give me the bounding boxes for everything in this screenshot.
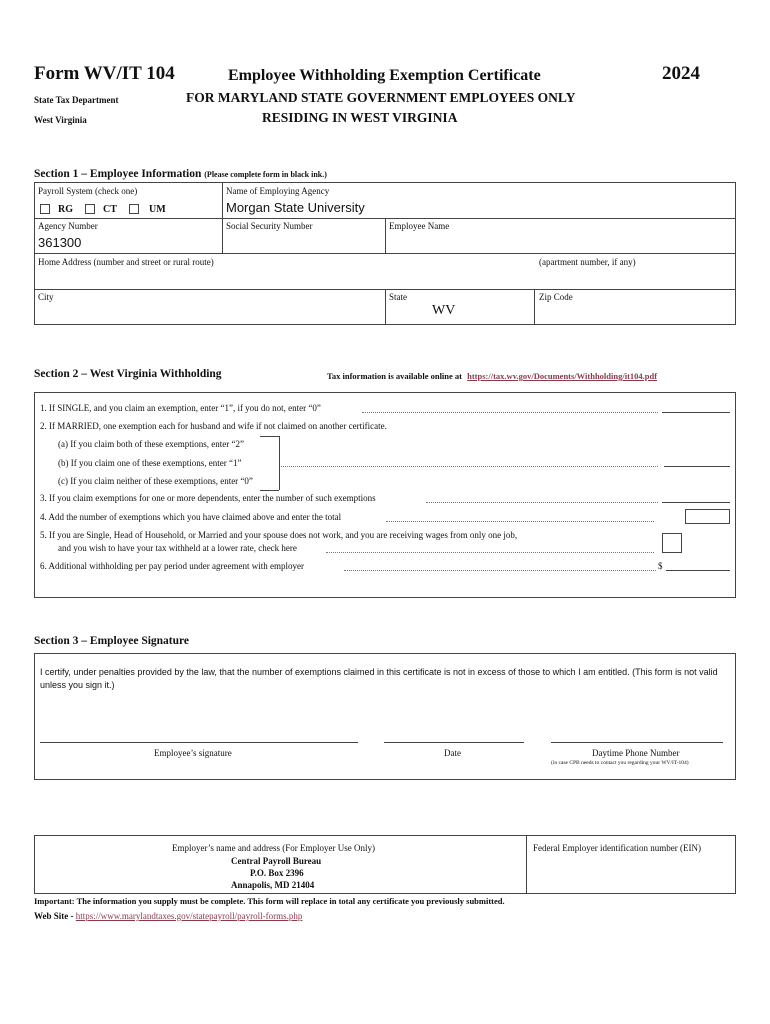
signature-label: Employee’s signature [154,748,232,758]
tax-info [327,371,657,381]
line6-answer[interactable] [666,570,730,571]
state-label: State [389,292,407,302]
phone-label: Daytime Phone Number [592,748,680,758]
city-label: City [38,292,54,302]
line5-text-b: and you wish to have your tax withheld at a lower rate, check here [58,543,297,553]
payroll-label: Payroll System (check one) [38,186,138,196]
state-name: West Virginia [34,115,87,125]
website-label: Web Site - [34,911,76,921]
agency-number-field[interactable]: 361300 [38,235,82,250]
date-line[interactable] [384,742,524,743]
section1-note: (Please complete form in black ink.) [204,170,327,179]
signature-line[interactable] [40,742,358,743]
employer-label: Employer’s name and address (For Employer Use Only) [172,843,376,853]
subtitle-line2: RESIDING IN WEST VIRGINIA [262,110,458,125]
fein-label: Federal Employer identification number (EIN) [533,843,701,853]
apartment-label: (apartment number, if any) [539,257,636,267]
payroll-ct-label: CT [103,204,117,215]
dept-name: State Tax Department [34,95,119,105]
agency-name-field[interactable]: Morgan State University [226,200,365,215]
website-link[interactable]: https://www.marylandtaxes.gov/statepayroll/payroll-forms.php [75,911,303,921]
form-title: Employee Withholding Exemption Certificate [228,67,541,84]
section3-title: Section 3 – Employee Signature [34,635,190,647]
payroll-um-checkbox[interactable] [129,204,139,214]
form-year: 2024 [662,63,700,84]
tax-info-text: Tax information is available online at [327,371,462,381]
line5-text-a: 5. If you are Single, Head of Household, or Married and your spouse does not work, and you are receiving wages from only one job, [40,530,518,540]
ssn-label: Social Security Number [226,221,313,231]
line4-total-box[interactable] [685,509,730,524]
line2a-text: (a) If you claim both of these exemptions, enter “2” [58,439,244,449]
line6-text: 6. Additional withholding per pay period under agreement with employer [40,561,304,571]
home-address-label: Home Address (number and street or rural route) [38,257,214,267]
employee-name-label: Employee Name [389,221,450,231]
certify-text: I certify, under penalties provided by the law, that the number of exemptions claimed in this certificate is not in excess of those to which I am entitled. (This form is not valid unless you sign it.) [40,667,718,690]
zip-label: Zip Code [539,292,573,302]
tax-info-link[interactable]: https://tax.wv.gov/Documents/Withholding/it104.pdf [467,371,658,381]
website [34,911,302,921]
payroll-rg-label: RG [58,204,73,215]
agency-number-label: Agency Number [38,221,98,231]
payroll-um-label: UM [149,204,166,215]
form-id: Form WV/IT 104 [34,63,175,84]
important-note: Important: The information you supply must be complete. This form will replace in total any certificate you previously submitted. [34,896,505,906]
line2b-text: (b) If you claim one of these exemptions, enter “1” [58,458,242,468]
line1-text: 1. If SINGLE, and you claim an exemption, enter “1”, if you do not, enter “0” [40,403,321,413]
line3-text: 3. If you claim exemptions for one or more dependents, enter the number of such exemptions [40,493,376,503]
dollar-sign: $ [658,561,663,571]
employer-po: P.O. Box 2396 [250,868,304,878]
line4-text: 4. Add the number of exemptions which you have claimed above and enter the total [40,512,342,522]
line3-answer[interactable] [662,502,730,503]
subtitle-line1: FOR MARYLAND STATE GOVERNMENT EMPLOYEES ONLY [186,90,576,105]
phone-line[interactable] [551,742,723,743]
section2-title: Section 2 – West Virginia Withholding [34,368,222,380]
date-label: Date [444,748,461,758]
employer-name: Central Payroll Bureau [231,856,322,866]
section1-title: Section 1 – Employee Information [34,168,202,180]
line1-answer[interactable] [662,412,730,413]
state-field[interactable]: WV [432,303,456,318]
line5-checkbox[interactable] [662,533,682,553]
line2-answer[interactable] [664,466,730,467]
agency-name-label: Name of Employing Agency [226,186,330,196]
payroll-ct-checkbox[interactable] [85,204,95,214]
section1-heading [34,168,327,180]
line2c-text: (c) If you claim neither of these exemptions, enter “0” [58,476,253,486]
employer-city: Annapolis, MD 21404 [231,880,315,890]
phone-note: (in case CPB needs to contact you regarding your WV/IT-104) [551,760,689,766]
line2-text: 2. If MARRIED, one exemption each for husband and wife if not claimed on another certificate. [40,421,387,431]
payroll-rg-checkbox[interactable] [40,204,50,214]
